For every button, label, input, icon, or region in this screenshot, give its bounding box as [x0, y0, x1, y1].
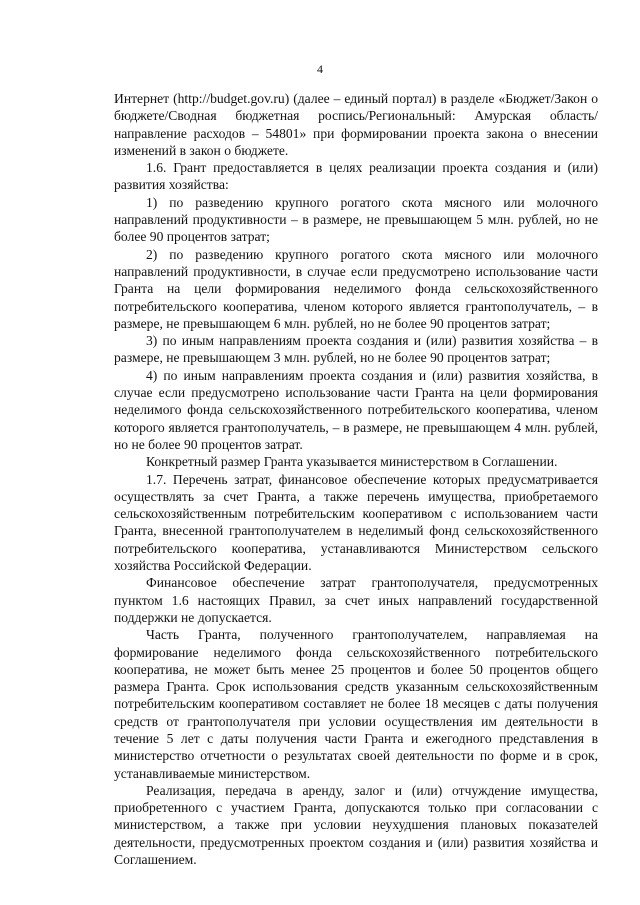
paragraph-grant-share: Часть Гранта, полученного грантополучателем, направляемая на формирование неделимого фонда сельскохозяйственного потребительского кооператива, не может быть менее 25 процентов и более 50 процентов общего размера Гранта. Срок использования средств указанным сельскохозяйственным потребительским кооперативом составляет не более 18 месяцев с даты получения средств от грантополучателя при условии осуществления им деятельности в течение 5 лет с даты получения части Гранта и ежегодного представления в министерство отчетности о результатах своей деятельности по форме и в срок, устанавливаемые министерством. — [114, 627, 598, 781]
paragraph-budget-portal: Интернет (http://budget.gov.ru) (далее – единый портал) в разделе «Бюджет/Закон о бюджете/Сводная бюджетная роспись/Региональный: Амурская область/направление расходов – 54801» при формировании проекта закона о внесении изменений в закон о бюджете. — [114, 91, 598, 158]
paragraph-1-7: 1.7. Перечень затрат, финансовое обеспечение которых предусматривается осуществлять за счет Гранта, а также перечень имущества, приобретаемого сельскохозяйственным потребительским кооперативом с использованием части Гранта, внесенной грантополучателем в неделимый фонд сельскохозяйственного потребительского кооператива, устанавливаются Министерством сельского хозяйства Российской Федерации. — [114, 471, 598, 574]
paragraph-1-6-item-4: 4) по иным направлениям проекта создания и (или) развития хозяйства, в случае если предусмотрено использование части Гранта на цели формирования неделимого фонда сельскохозяйственного потребительского кооператива, членом которого является грантополучатель, – в размере, не превышающем 4 млн. рублей, но не более 90 процентов затрат. — [114, 367, 598, 452]
page-number: 4 — [317, 62, 323, 76]
paragraph-property-disposal: Реализация, передача в аренду, залог и (или) отчуждение имущества, приобретенного с участием Гранта, допускаются только при согласовании с министерством, а также при условии неухудшения плановых показателей деятельности, предусмотренных проектом создания и (или) развития хозяйства и Соглашением. — [114, 782, 598, 868]
paragraph-financing: Финансовое обеспечение затрат грантополучателя, предусмотренных пунктом 1.6 настоящих Правил, за счет иных направлений государственной поддержки не допускается. — [114, 575, 598, 625]
paragraph-1-6: 1.6. Грант предоставляется в целях реализации проекта создания и (или) развития хозяйства: — [114, 160, 598, 193]
paragraph-1-6-item-3: 3) по иным направлениям проекта создания и (или) развития хозяйства – в размере, не превышающем 3 млн. рублей, но не более 90 процентов затрат; — [114, 333, 598, 366]
paragraph-1-6-item-1: 1) по разведению крупного рогатого скота мясного или молочного направлений продуктивности – в размере, не превышающем 5 млн. рублей, но не более 90 процентов затрат; — [114, 194, 598, 245]
body-text — [114, 90, 598, 868]
paragraph-grant-amount: Конкретный размер Гранта указывается министерством в Соглашении. — [146, 454, 558, 470]
paragraph-1-6-item-2: 2) по разведению крупного рогатого скота мясного или молочного направлений продуктивности, в случае если предусмотрено использование части Гранта на цели формирования неделимого фонда сельскохозяйственного потребительского кооператива, членом которого является грантополучатель, – в размере, не превышающем 6 млн. рублей, но не более 90 процентов затрат; — [114, 246, 598, 331]
